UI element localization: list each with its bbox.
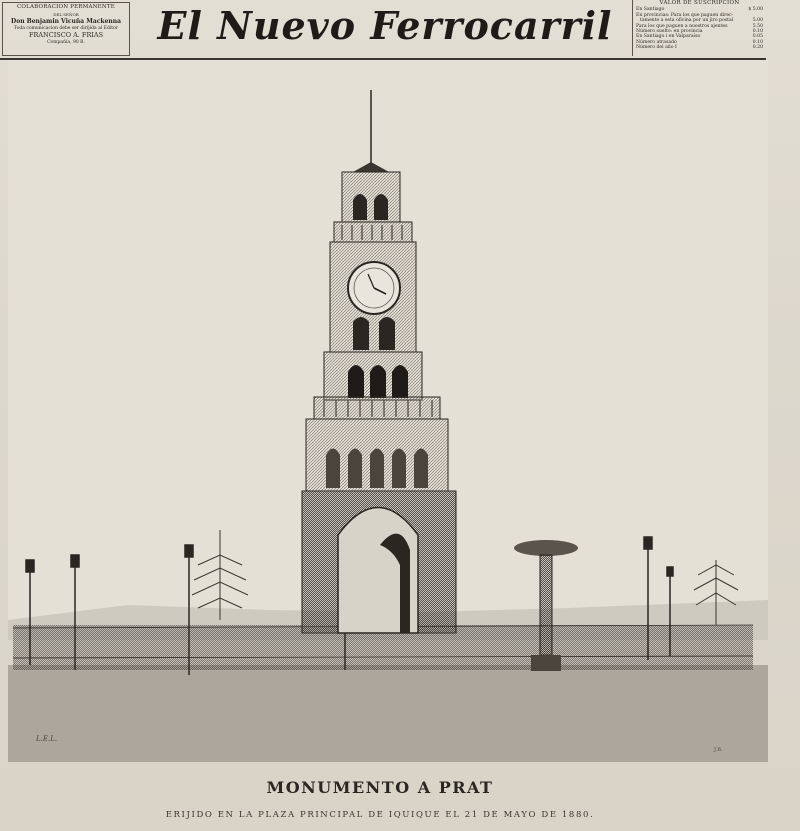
subscription-row: Número atrasado 0.10 — [636, 39, 763, 45]
caption-subtitle: ERIJIDO EN LA PLAZA PRINCIPAL DE IQUIQUE EL 21 DE MAYO DE 1880. — [165, 810, 595, 820]
newspaper-title: El Nuevo Ferrocarril — [157, 3, 613, 48]
collab-line-1: COLABORACION PERMANENTE — [17, 4, 115, 10]
subscription-heading: VALOR DE SUSCRIPCION — [659, 0, 740, 6]
subscription-row: En Santiago i en Valparaíso 0.05 — [636, 34, 763, 40]
editor-name: FRANCISCO A. FRIAS — [28, 31, 104, 39]
collaboration-box — [2, 2, 130, 56]
artist-signature: L.E.L. — [36, 735, 58, 743]
editor-address: Compañía, 90 B. — [47, 40, 85, 45]
engraver-signature: J.B. — [714, 747, 723, 753]
collab-note: Toda comunicacion debe ser dirijida al Editor — [14, 26, 118, 31]
collab-author: Don Benjamin Vicuña Mackenna — [11, 18, 121, 25]
subscription-row: Para los que paguen a nuestros ajentes 5.50 — [636, 23, 763, 29]
subscription-row: En provincias: Para los que paguen direc- — [636, 12, 734, 18]
caption-title: MONUMENTO A PRAT — [266, 778, 494, 797]
subscription-row: En Santiago $ 5.00 — [636, 7, 763, 13]
subscription-box — [632, 0, 766, 56]
collab-line-2: DEL SEÑOR — [53, 12, 79, 17]
subscription-row: Número del año I 0.20 — [636, 45, 763, 51]
subscription-row: tamente a esta oficina por un jiro postal 5.00 — [640, 18, 763, 24]
monument-engraving — [8, 60, 768, 762]
masthead — [0, 0, 766, 60]
subscription-row: Número suelto: en provincia 0.10 — [636, 29, 763, 35]
